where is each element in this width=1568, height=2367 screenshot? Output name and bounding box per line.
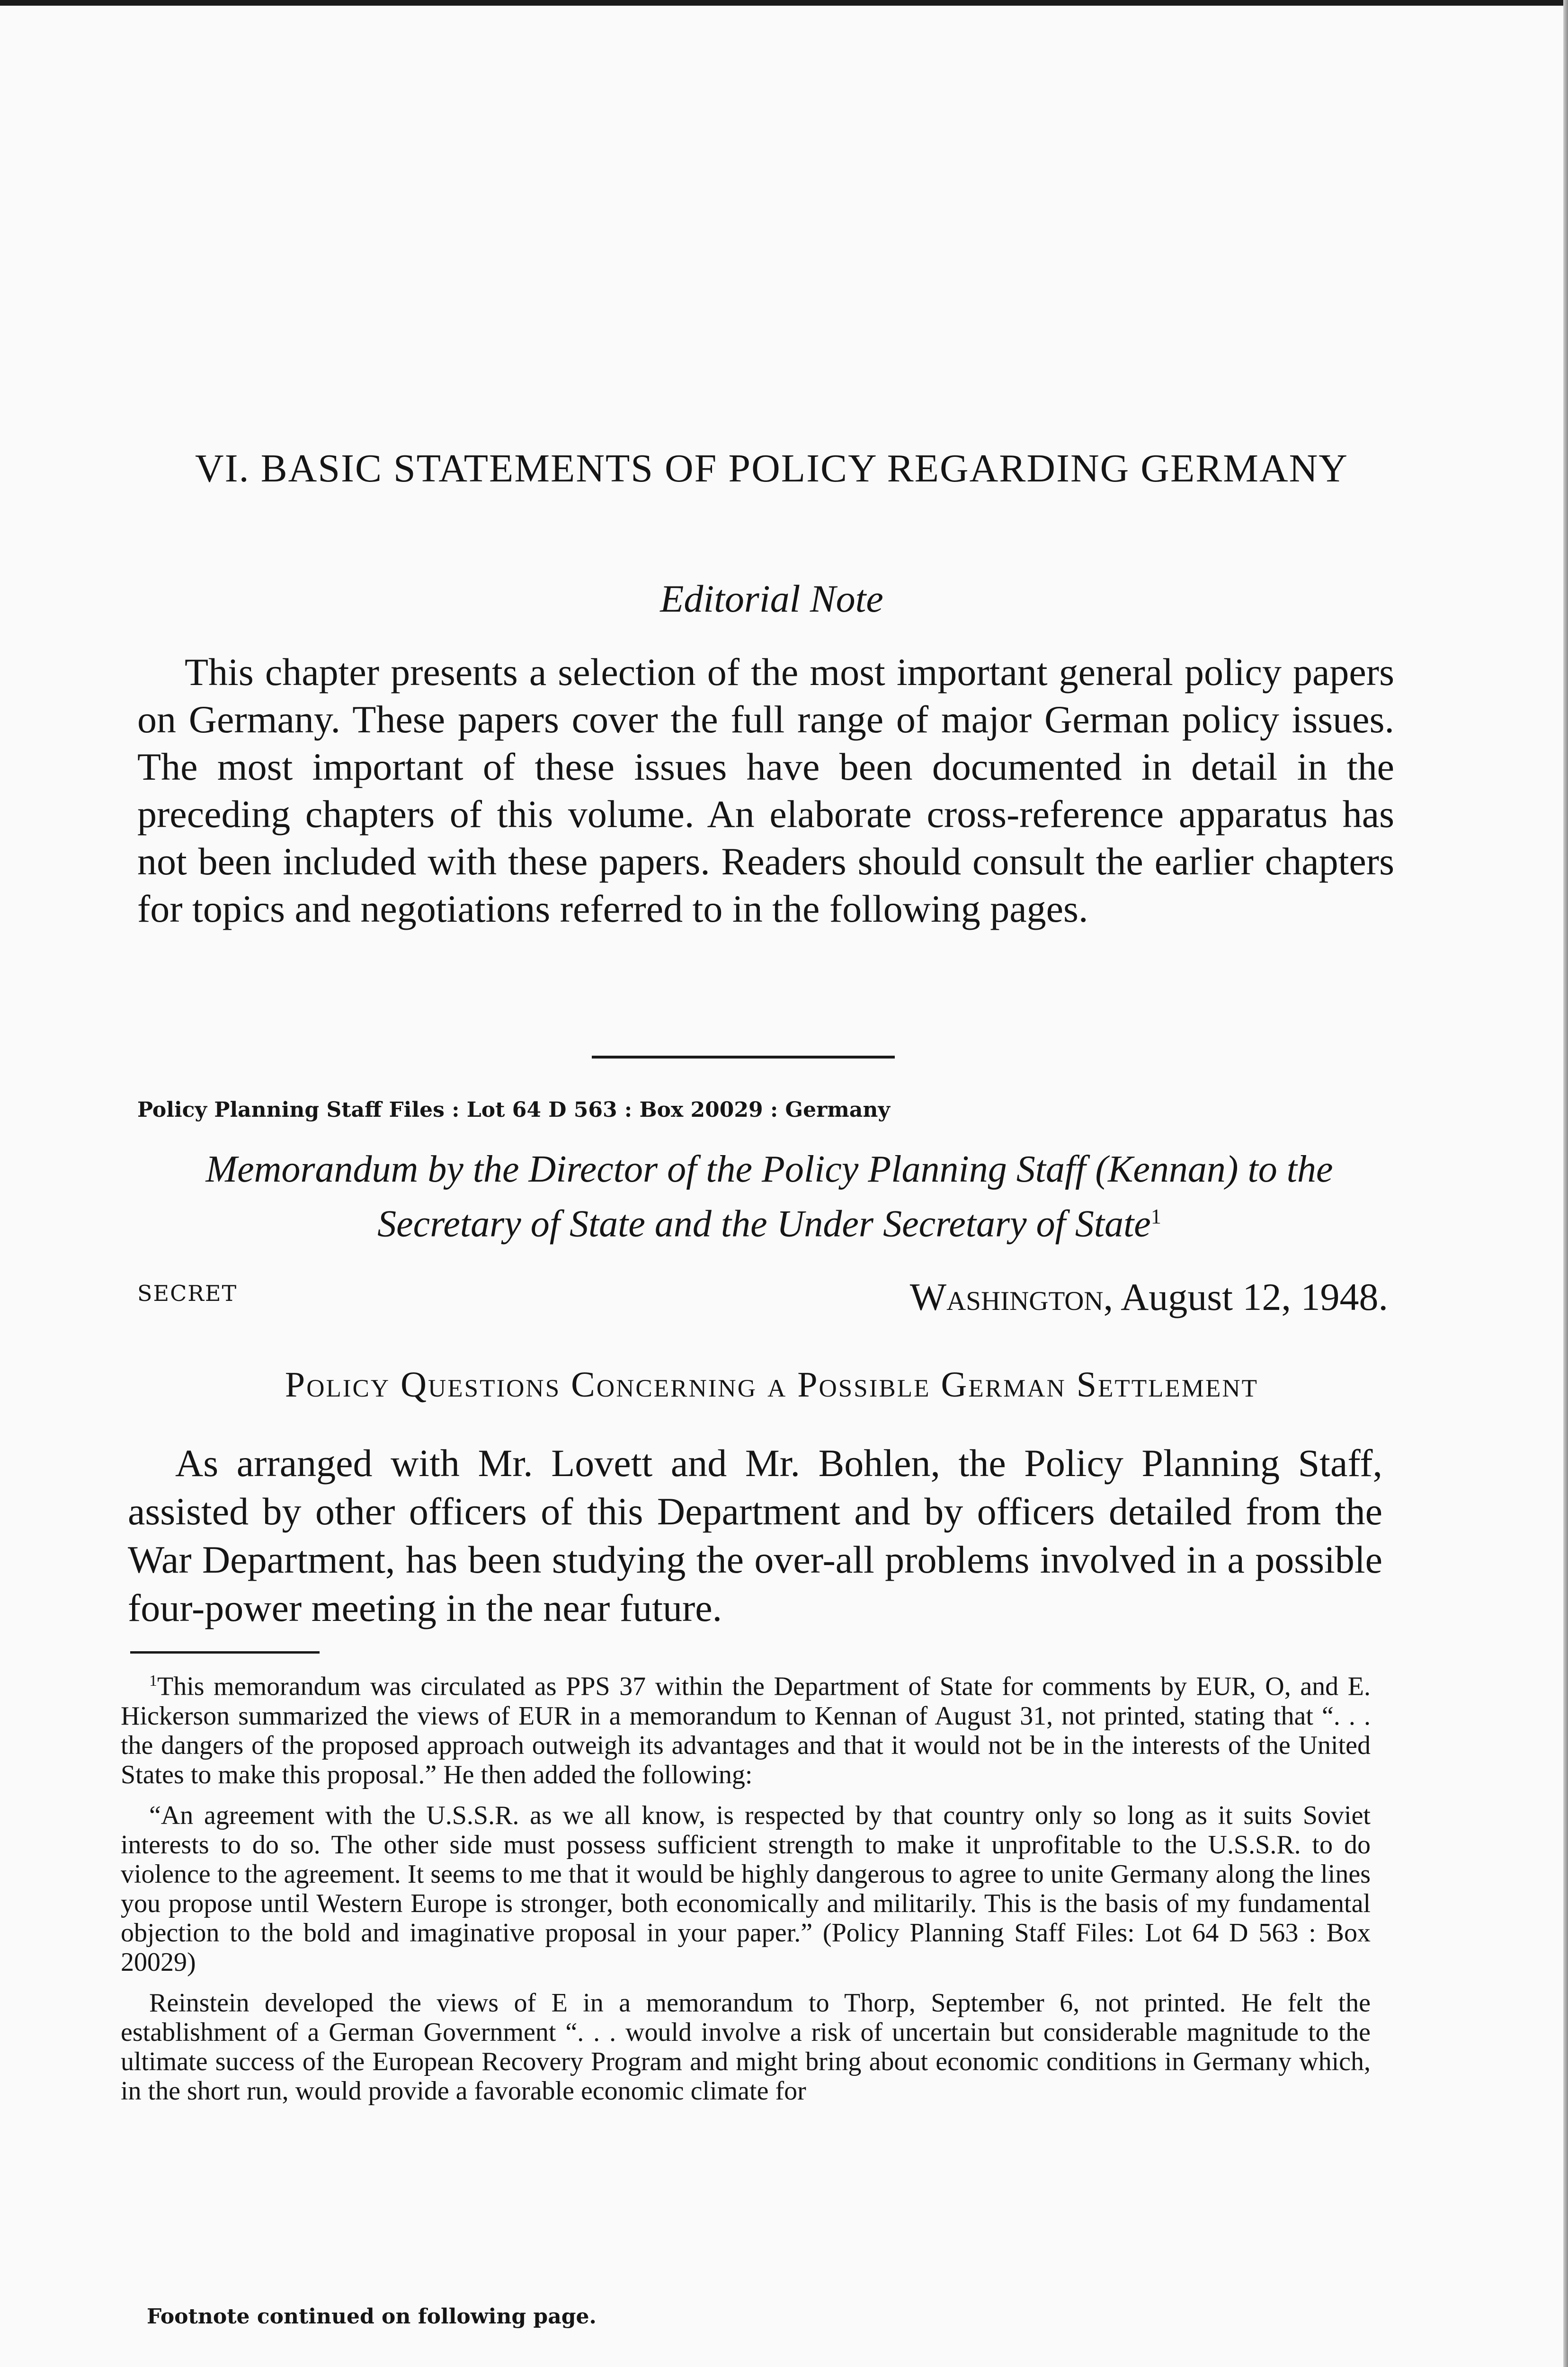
dateline-place: Washington, xyxy=(909,1275,1114,1318)
footnote-1-marker: 1 xyxy=(149,1672,157,1690)
dateline-date: August 12, 1948. xyxy=(1121,1275,1388,1318)
body-paragraph: As arranged with Mr. Lovett and Mr. Bohlen, the Policy Planning Staff, assisted by other officers of this Department and by officers detailed from the War Department, has been studying the over-all problems involved in a possible four-power meeting in the near future. xyxy=(128,1442,1382,1629)
footnote-marker: 1 xyxy=(1150,1205,1161,1228)
dateline xyxy=(910,1273,1388,1321)
memo-title-text: Memorandum by the Director of the Policy Planning Staff (Kennan) to the Secretary of State and the Under Secretary of State xyxy=(205,1148,1333,1245)
intro-paragraph: This chapter presents a selection of the most important general policy papers on Germany. These papers cover the full range of major German policy issues. The most important of these issues have been documented in detail in the preceding chapters of this volume. An elaborate cross-reference apparatus has not been included with these papers. Readers should consult the earlier chapters for topics and negotiations referred to in the following pages. xyxy=(137,650,1394,930)
subject-heading: Policy Questions Concerning a Possible German Settlement xyxy=(285,1365,1259,1405)
footnote-1-text: This memorandum was circulated as PPS 37 within the Department of State for comments by EUR, O, and E. Hickerson summarized the views of EUR in a memorandum to Kennan of August 31, not printed, stating that “. . . the dangers of the proposed approach outweigh its advantages and that it would not be in the interests of the United States to make this proposal.” He then added the following: xyxy=(121,1672,1371,1789)
editorial-note-heading: Editorial Note xyxy=(660,577,883,620)
chapter-title: VI. BASIC STATEMENTS OF POLICY REGARDING GERMANY xyxy=(195,446,1348,490)
footnote-divider xyxy=(130,1651,320,1654)
footnote-reinstein: Reinstein developed the views of E in a memorandum to Thorp, September 6, not printed. He felt the establishment of a German Government “. . . would involve a risk of uncertain but considerable magnitude to the ultimate success of the European Recovery Program and might bring about economic conditions in Germany which, in the short run, would provide a favorable economic climate for xyxy=(121,1988,1371,2106)
classification-label: SECRET xyxy=(137,1281,238,1306)
footnote-1 xyxy=(121,1666,1371,1789)
footnote-continued-note: Footnote continued on following page. xyxy=(147,2305,597,2329)
file-reference: Policy Planning Staff Files : Lot 64 D 563 : Box 20029 : Germany xyxy=(137,1098,890,1122)
footnotes xyxy=(121,1666,1371,2117)
section-divider xyxy=(592,1056,895,1059)
memo-title xyxy=(137,1146,1401,1248)
footnote-quote: “An agreement with the U.S.S.R. as we all know, is respected by that country only so long as it suits Soviet interests to do so. The other side must possess sufficient strength to make it unprofitable to the U.S.S.R. to do violence to the agreement. It seems to me that it would be highly dangerous to agree to unite Germany along the lines you propose until Western Europe is stronger, both economically and militarily. This is the basis of my fundamental objection to the bold and imaginative proposal in your paper.” (Policy Planning Staff Files: Lot 64 D 563 : Box 20029) xyxy=(121,1800,1371,1977)
